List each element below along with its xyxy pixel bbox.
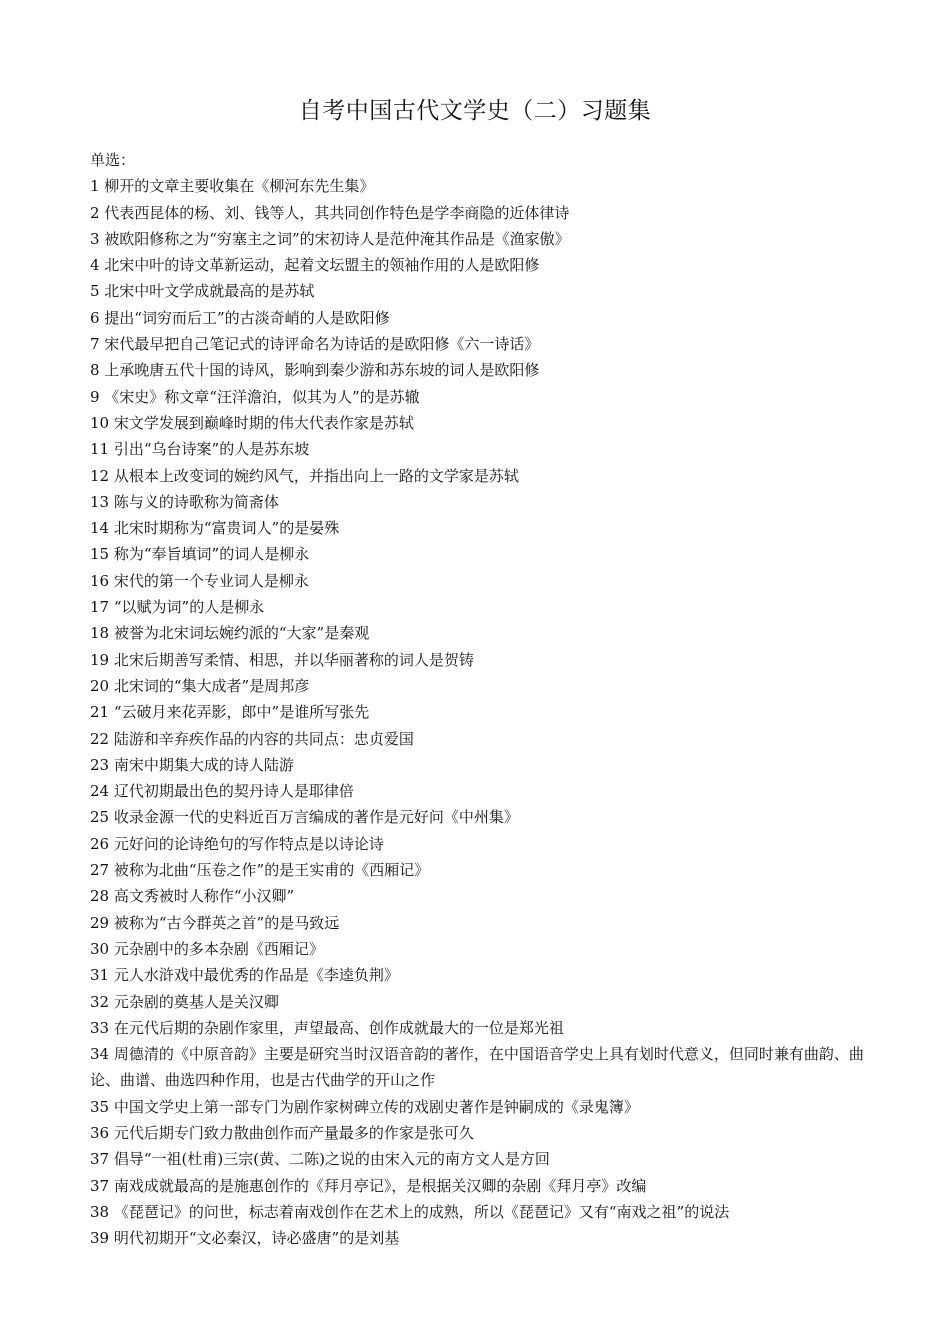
list-item: 34 周德清的《中原音韵》主要是研究当时汉语音韵的著作，在中国语音学史上具有划时代意义，但同时兼有曲韵、曲论、曲谱、曲选四种作用，也是古代曲学的开山之作 [90,1045,864,1090]
list-item: 32 元杂剧的奠基人是关汉卿 [90,992,279,1011]
list-item: 16 宋代的第一个专业词人是柳永 [90,571,309,590]
document-body [90,147,870,1251]
list-item: 10 宋文学发展到巅峰时期的伟大代表作家是苏轼 [90,413,414,432]
list-item: 4 北宋中叶的诗文革新运动，起着文坛盟主的领袖作用的人是欧阳修 [90,256,540,275]
list-item: 30 元杂剧中的多本杂剧《西厢记》 [90,939,324,958]
list-item: 1 柳开的文章主要收集在《柳河东先生集》 [90,177,375,196]
list-item: 39 明代初期开“文必秦汉，诗必盛唐”的是刘基 [90,1229,400,1248]
list-item: 37 南戏成就最高的是施惠创作的《拜月亭记》，是根据关汉卿的杂剧《拜月亭》改编 [90,1176,647,1195]
list-item: 17 “以赋为词”的人是柳永 [90,598,265,617]
list-item: 9 《宋史》称文章“汪洋澹泊，似其为人”的是苏辙 [90,387,420,406]
list-item: 28 高文秀被时人称作“小汉卿” [90,887,295,906]
list-item: 12 从根本上改变词的婉约风气，并指出向上一路的文学家是苏轼 [90,466,519,485]
list-item: 6 提出“词穷而后工”的古淡奇峭的人是欧阳修 [90,308,390,327]
list-item: 2 代表西昆体的杨、刘、钱等人，其共同创作特色是学李商隐的近体律诗 [90,203,570,222]
list-item: 37 倡导“一祖(杜甫)三宗(黄、二陈)之说的由宋入元的南方文人是方回 [90,1150,550,1169]
list-item: 22 陆游和辛弃疾作品的内容的共同点：忠贞爱国 [90,729,414,748]
list-item: 33 在元代后期的杂剧作家里，声望最高、创作成就最大的一位是郑光祖 [90,1018,564,1037]
list-item: 21 “云破月来花弄影，郎中”是谁所写张先 [90,703,370,722]
list-item: 31 元人水浒戏中最优秀的作品是《李逵负荆》 [90,966,399,985]
list-item: 18 被誉为北宋词坛婉约派的“大家”是秦观 [90,624,370,643]
list-item: 5 北宋中叶文学成就最高的是苏轼 [90,282,315,301]
list-item: 23 南宋中期集大成的诗人陆游 [90,755,294,774]
section-label: 单选： [90,151,136,169]
list-item: 38 《琵琶记》的问世，标志着南戏创作在艺术上的成熟，所以《琵琶记》又有“南戏之祖”的说法 [90,1202,730,1221]
list-item: 7 宋代最早把自己笔记式的诗评命名为诗话的是欧阳修《六一诗话》 [90,335,540,354]
list-item: 36 元代后期专门致力散曲创作而产量最多的作家是张可久 [90,1123,474,1142]
list-item: 19 北宋后期善写柔情、相思，并以华丽著称的词人是贺铸 [90,650,474,669]
list-item: 24 辽代初期最出色的契丹诗人是耶律倍 [90,782,354,801]
list-item: 11 引出“乌台诗案”的人是苏东坡 [90,440,310,459]
list-item: 35 中国文学史上第一部专门为剧作家树碑立传的戏剧史著作是钟嗣成的《录鬼簿》 [90,1097,639,1116]
question-list [90,173,870,1251]
page-title: 自考中国古代文学史（二）习题集 [298,98,652,124]
list-item: 15 称为“奉旨填词”的词人是柳永 [90,545,310,564]
list-item: 3 被欧阳修称之为“穷塞主之词”的宋初诗人是范仲淹其作品是《渔家傲》 [90,229,570,248]
list-item: 26 元好问的论诗绝句的写作特点是以诗论诗 [90,834,384,853]
list-item: 14 北宋时期称为“富贵词人”的是晏殊 [90,519,340,538]
list-item: 13 陈与义的诗歌称为简斋体 [90,492,279,511]
list-item: 20 北宋词的“集大成者”是周邦彦 [90,676,310,695]
list-item: 29 被称为“古今群英之首”的是马致远 [90,913,340,932]
list-item: 8 上承晚唐五代十国的诗风，影响到秦少游和苏东坡的词人是欧阳修 [90,361,540,380]
list-item: 25 收录金源一代的史料近百万言编成的著作是元好问《中州集》 [90,808,519,827]
list-item: 27 被称为北曲“压卷之作”的是王实甫的《西厢记》 [90,861,430,880]
